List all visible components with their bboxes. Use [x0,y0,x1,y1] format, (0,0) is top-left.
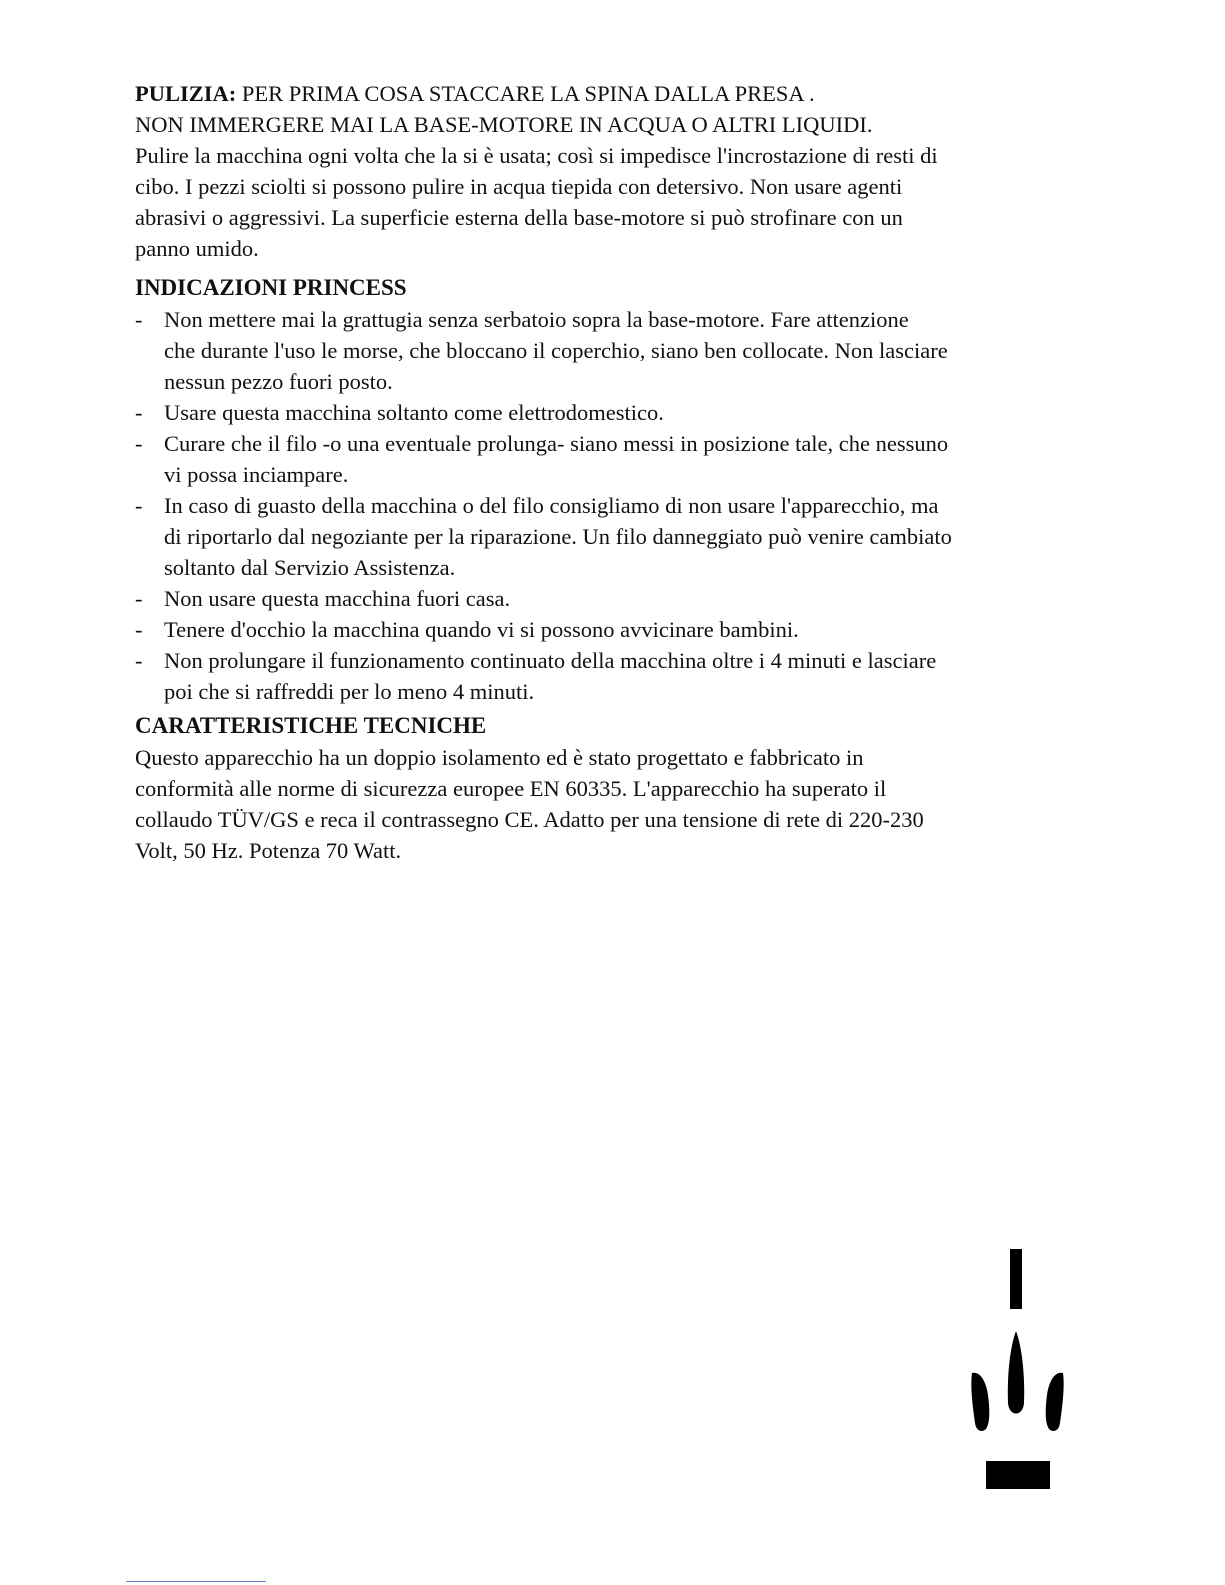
instruction-text-line: che durante l'uso le morse, che bloccano il coperchio, siano ben collocate. Non lasciare [164,338,948,363]
cleaning-text-line: panno umido. [135,236,259,261]
instruction-text-line: Non prolungare il funzionamento continuato della macchina oltre i 4 minuti e lasciare [164,648,937,673]
princess-instructions-heading: INDICAZIONI PRINCESS [135,275,407,300]
instruction-text-line: Usare questa macchina soltanto come elettrodomestico. [164,400,664,425]
instruction-item [135,614,1055,645]
instruction-text-line: vi possa inciampare. [164,462,349,487]
cleaning-label: PULIZIA: [135,81,237,106]
cleaning-text-line: Pulire la macchina ogni volta che la si è usata; così si impedisce l'incrostazione di resti di [135,143,938,168]
instruction-item [135,304,1055,397]
instruction-text-line: nessun pezzo fuori posto. [164,369,393,394]
instruction-item [135,428,1055,490]
instruction-text-line: Non usare questa macchina fuori casa. [164,586,511,611]
bullet-dash: - [135,493,143,518]
instruction-item [135,490,1055,583]
cleaning-text-line: cibo. I pezzi sciolti si possono pulire in acqua tiepida con detersivo. Non usare agenti [135,174,903,199]
cleaning-text-line: abrasivi o aggressivi. La superficie esterna della base-motore si può strofinare con un [135,205,903,230]
instruction-item [135,397,1055,428]
technical-specs-line: collaudo TÜV/GS e reca il contrassegno CE. Adatto per una tensione di rete di 220-230 [135,807,924,832]
footer-rule [126,1581,266,1582]
instruction-item [135,583,1055,614]
instruction-text-line: Tenere d'occhio la macchina quando vi si possono avvicinare bambini. [164,617,799,642]
instruction-text-line: Curare che il filo -o una eventuale prolunga- siano messi in posizione tale, che nessuno [164,431,949,456]
bullet-dash: - [135,648,143,673]
princess-crown-logo-icon [960,1235,1075,1495]
technical-specs-line: Volt, 50 Hz. Potenza 70 Watt. [135,838,402,863]
technical-specs-section [135,710,1055,866]
cleaning-unplug-warning: PER PRIMA COSA STACCARE LA SPINA DALLA PRESA . [236,81,815,106]
instruction-text-line: soltanto dal Servizio Assistenza. [164,555,456,580]
instruction-text-line: poi che si raffreddi per lo meno 4 minuti. [164,679,535,704]
cleaning-section [135,78,1055,264]
princess-instructions-section [135,272,1055,707]
bullet-dash: - [135,307,143,332]
bullet-dash: - [135,431,143,456]
cleaning-no-immerse-warning: NON IMMERGERE MAI LA BASE-MOTORE IN ACQUA O ALTRI LIQUIDI. [135,112,873,137]
instruction-text-line: In caso di guasto della macchina o del filo consigliamo di non usare l'apparecchio, ma [164,493,939,518]
instruction-item [135,645,1055,707]
bullet-dash: - [135,586,143,611]
instruction-text-line: di riportarlo dal negoziante per la riparazione. Un filo danneggiato può venire cambiato [164,524,952,549]
bullet-dash: - [135,400,143,425]
instructions-list [135,304,1055,707]
technical-specs-line: conformità alle norme di sicurezza europee EN 60335. L'apparecchio ha superato il [135,776,887,801]
technical-specs-heading: CARATTERISTICHE TECNICHE [135,713,487,738]
instruction-text-line: Non mettere mai la grattugia senza serbatoio sopra la base-motore. Fare attenzione [164,307,909,332]
cleaning-first-line [135,78,1055,109]
bullet-dash: - [135,617,143,642]
technical-specs-line: Questo apparecchio ha un doppio isolamento ed è stato progettato e fabbricato in [135,745,864,770]
